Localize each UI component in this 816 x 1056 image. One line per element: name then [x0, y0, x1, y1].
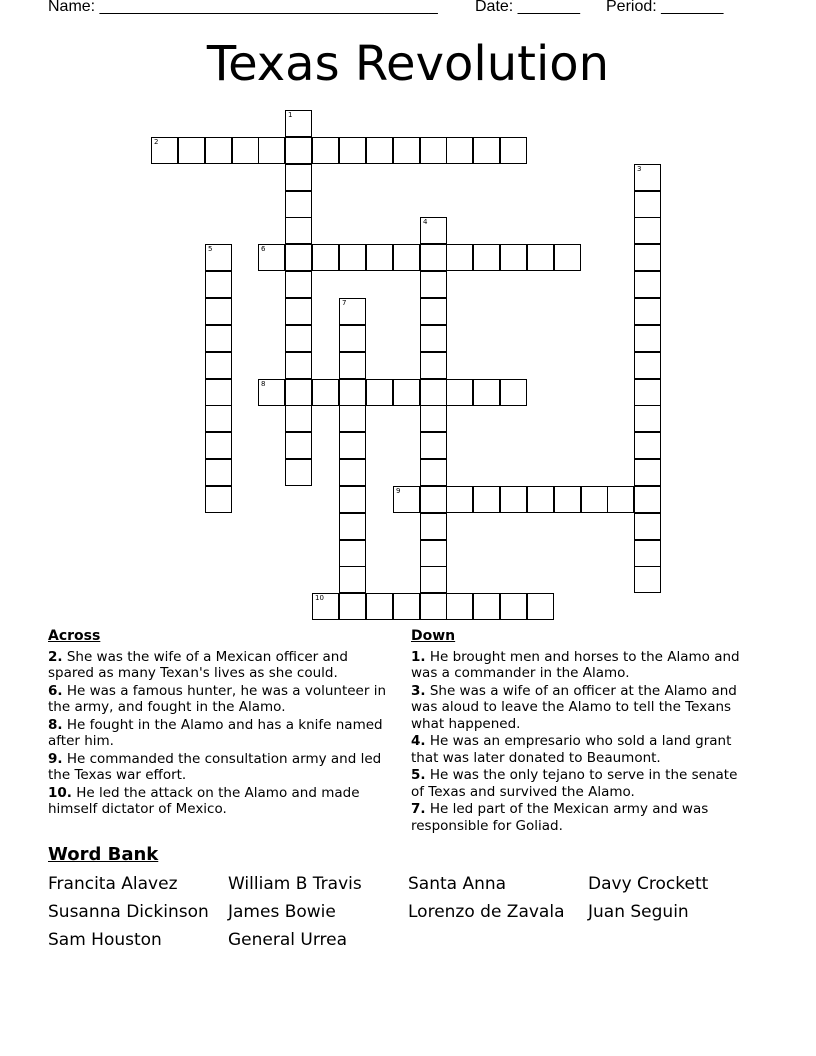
- grid-cell[interactable]: [527, 593, 554, 620]
- clue-number: 4: [423, 218, 428, 226]
- grid-cell[interactable]: [312, 379, 339, 406]
- across-clues: [48, 628, 398, 819]
- across-heading: Across: [48, 628, 101, 644]
- grid-cell[interactable]: [420, 566, 447, 593]
- grid-cell[interactable]: [634, 217, 661, 244]
- grid-cell[interactable]: [285, 137, 312, 164]
- grid-cell[interactable]: [339, 459, 366, 486]
- grid-cell[interactable]: [420, 486, 447, 513]
- grid-cell[interactable]: [285, 244, 312, 271]
- grid-cell[interactable]: [205, 379, 232, 406]
- grid-cell[interactable]: [151, 137, 178, 164]
- grid-cell[interactable]: [393, 379, 420, 406]
- grid-cell[interactable]: [500, 593, 527, 620]
- grid-cell[interactable]: [339, 513, 366, 540]
- grid-cell[interactable]: [634, 459, 661, 486]
- grid-cell[interactable]: [285, 271, 312, 298]
- grid-cell[interactable]: [312, 244, 339, 271]
- grid-cell[interactable]: [339, 352, 366, 379]
- grid-cell[interactable]: [339, 244, 366, 271]
- grid-cell[interactable]: [285, 459, 312, 486]
- grid-cell[interactable]: [393, 244, 420, 271]
- grid-cell[interactable]: [420, 352, 447, 379]
- clue-across-10: 10. He led the attack on the Alamo and made himself dictator of Mexico.: [48, 784, 360, 817]
- grid-cell[interactable]: [420, 298, 447, 325]
- grid-cell[interactable]: [339, 405, 366, 432]
- grid-cell[interactable]: [554, 244, 581, 271]
- grid-cell[interactable]: [500, 244, 527, 271]
- grid-cell[interactable]: [420, 513, 447, 540]
- clue-number: 6: [261, 245, 266, 253]
- grid-cell[interactable]: [420, 593, 447, 620]
- grid-cell[interactable]: [446, 486, 473, 513]
- grid-cell[interactable]: [634, 191, 661, 218]
- clue-number: 9: [396, 487, 401, 495]
- grid-cell[interactable]: [339, 566, 366, 593]
- clue-across-6: 6. He was a famous hunter, he was a volunteer in the army, and fought in the Alamo.: [48, 682, 387, 715]
- grid-cell[interactable]: [420, 459, 447, 486]
- clue-number: 5: [208, 245, 213, 253]
- period-field[interactable]: Period: _______: [606, 0, 724, 15]
- grid-cell[interactable]: [339, 137, 366, 164]
- grid-cell[interactable]: [420, 137, 447, 164]
- grid-cell[interactable]: [634, 432, 661, 459]
- clue-down-5: 5. He was the only tejano to serve in the senate of Texas and survived the Alamo.: [411, 767, 738, 800]
- grid-cell[interactable]: [634, 298, 661, 325]
- clue-number: 1: [288, 111, 293, 119]
- grid-cell[interactable]: [312, 593, 339, 620]
- grid-cell[interactable]: [285, 405, 312, 432]
- grid-cell[interactable]: [285, 325, 312, 352]
- grid-cell[interactable]: [473, 486, 500, 513]
- grid-cell[interactable]: [258, 379, 285, 406]
- grid-cell[interactable]: [634, 566, 661, 593]
- clue-number: 7: [342, 299, 347, 307]
- clue-number: 2: [154, 138, 159, 146]
- grid-cell[interactable]: [205, 405, 232, 432]
- grid-cell[interactable]: [232, 137, 259, 164]
- grid-cell[interactable]: [366, 137, 393, 164]
- word-bank-heading: Word Bank: [48, 844, 159, 865]
- grid-cell[interactable]: [285, 352, 312, 379]
- grid-cell[interactable]: [258, 244, 285, 271]
- grid-cell[interactable]: [634, 352, 661, 379]
- grid-cell[interactable]: [446, 244, 473, 271]
- grid-cell[interactable]: [178, 137, 205, 164]
- grid-cell[interactable]: [446, 379, 473, 406]
- grid-cell[interactable]: [339, 432, 366, 459]
- grid-cell[interactable]: [500, 137, 527, 164]
- name-field[interactable]: Name: ______________________________________: [48, 0, 438, 15]
- grid-cell[interactable]: [473, 593, 500, 620]
- word-bank-item: Susanna Dickinson: [48, 902, 209, 922]
- clue-across-8: 8. He fought in the Alamo and has a knife named after him.: [48, 716, 383, 749]
- grid-cell[interactable]: [420, 325, 447, 352]
- grid-cell[interactable]: [285, 379, 312, 406]
- grid-cell[interactable]: [205, 271, 232, 298]
- grid-cell[interactable]: [446, 137, 473, 164]
- grid-cell[interactable]: [500, 486, 527, 513]
- date-field[interactable]: Date: _______: [475, 0, 580, 15]
- grid-cell[interactable]: [205, 244, 232, 271]
- word-bank-item: Davy Crockett: [588, 874, 709, 894]
- grid-cell[interactable]: [527, 486, 554, 513]
- grid-cell[interactable]: [634, 513, 661, 540]
- grid-cell[interactable]: [473, 137, 500, 164]
- grid-cell[interactable]: [366, 244, 393, 271]
- grid-cell[interactable]: [205, 137, 232, 164]
- grid-cell[interactable]: [339, 298, 366, 325]
- word-bank-item: William B Travis: [228, 874, 362, 894]
- clue-across-9: 9. He commanded the consultation army and led the Texas war effort.: [48, 750, 382, 783]
- grid-cell[interactable]: [285, 110, 312, 137]
- word-bank-item: James Bowie: [228, 902, 336, 922]
- grid-cell[interactable]: [339, 325, 366, 352]
- grid-cell[interactable]: [339, 379, 366, 406]
- clue-number: 3: [637, 165, 642, 173]
- clue-number: 8: [261, 380, 266, 388]
- grid-cell[interactable]: [205, 298, 232, 325]
- grid-cell[interactable]: [420, 379, 447, 406]
- grid-cell[interactable]: [258, 137, 285, 164]
- grid-cell[interactable]: [420, 432, 447, 459]
- grid-cell[interactable]: [393, 137, 420, 164]
- clue-down-7: 7. He led part of the Mexican army and was responsible for Goliad.: [411, 801, 709, 834]
- grid-cell[interactable]: [607, 486, 634, 513]
- grid-cell[interactable]: [366, 379, 393, 406]
- clue-down-1: 1. He brought men and horses to the Alamo and was a commander in the Alamo.: [411, 648, 740, 681]
- grid-cell[interactable]: [500, 379, 527, 406]
- grid-cell[interactable]: [366, 593, 393, 620]
- grid-cell[interactable]: [634, 486, 661, 513]
- down-clues: [411, 628, 751, 835]
- grid-cell[interactable]: [634, 244, 661, 271]
- grid-cell[interactable]: [420, 217, 447, 244]
- grid-cell[interactable]: [473, 244, 500, 271]
- word-bank-item: Sam Houston: [48, 930, 162, 950]
- grid-cell[interactable]: [285, 432, 312, 459]
- clue-across-2: 2. She was the wife of a Mexican officer and spared as many Texan's lives as she could.: [48, 648, 348, 681]
- down-heading: Down: [411, 628, 456, 644]
- grid-cell[interactable]: [420, 405, 447, 432]
- grid-cell[interactable]: [285, 164, 312, 191]
- grid-cell[interactable]: [339, 486, 366, 513]
- grid-cell[interactable]: [527, 244, 554, 271]
- grid-cell[interactable]: [554, 486, 581, 513]
- grid-cell[interactable]: [285, 191, 312, 218]
- grid-cell[interactable]: [634, 540, 661, 567]
- clue-down-3: 3. She was a wife of an officer at the Alamo and was aloud to leave the Alamo to tell the Texans what happened.: [411, 682, 737, 732]
- grid-cell[interactable]: [205, 325, 232, 352]
- grid-cell[interactable]: [393, 486, 420, 513]
- grid-cell[interactable]: [420, 540, 447, 567]
- grid-cell[interactable]: [339, 540, 366, 567]
- grid-cell[interactable]: [205, 486, 232, 513]
- grid-cell[interactable]: [446, 593, 473, 620]
- word-bank-item: Lorenzo de Zavala: [408, 902, 565, 922]
- grid-cell[interactable]: [420, 244, 447, 271]
- word-bank-item: Francita Alavez: [48, 874, 178, 894]
- word-bank-item: Santa Anna: [408, 874, 507, 894]
- grid-cell[interactable]: [205, 432, 232, 459]
- grid-cell[interactable]: [473, 379, 500, 406]
- grid-cell[interactable]: [285, 298, 312, 325]
- grid-cell[interactable]: [581, 486, 608, 513]
- clue-number: 10: [315, 594, 324, 602]
- grid-cell[interactable]: [634, 405, 661, 432]
- page-title: Texas Revolution: [206, 36, 610, 92]
- grid-cell[interactable]: [634, 325, 661, 352]
- grid-cell[interactable]: [420, 271, 447, 298]
- grid-cell[interactable]: [634, 164, 661, 191]
- word-bank-item: Juan Seguin: [588, 902, 689, 922]
- word-bank-item: General Urrea: [228, 930, 348, 950]
- grid-cell[interactable]: [205, 459, 232, 486]
- grid-cell[interactable]: [634, 271, 661, 298]
- grid-cell[interactable]: [312, 137, 339, 164]
- grid-cell[interactable]: [393, 593, 420, 620]
- grid-cell[interactable]: [285, 217, 312, 244]
- grid-cell[interactable]: [205, 352, 232, 379]
- clue-down-4: 4. He was an empresario who sold a land grant that was later donated to Beaumont.: [411, 733, 732, 766]
- grid-cell[interactable]: [339, 593, 366, 620]
- grid-cell[interactable]: [634, 379, 661, 406]
